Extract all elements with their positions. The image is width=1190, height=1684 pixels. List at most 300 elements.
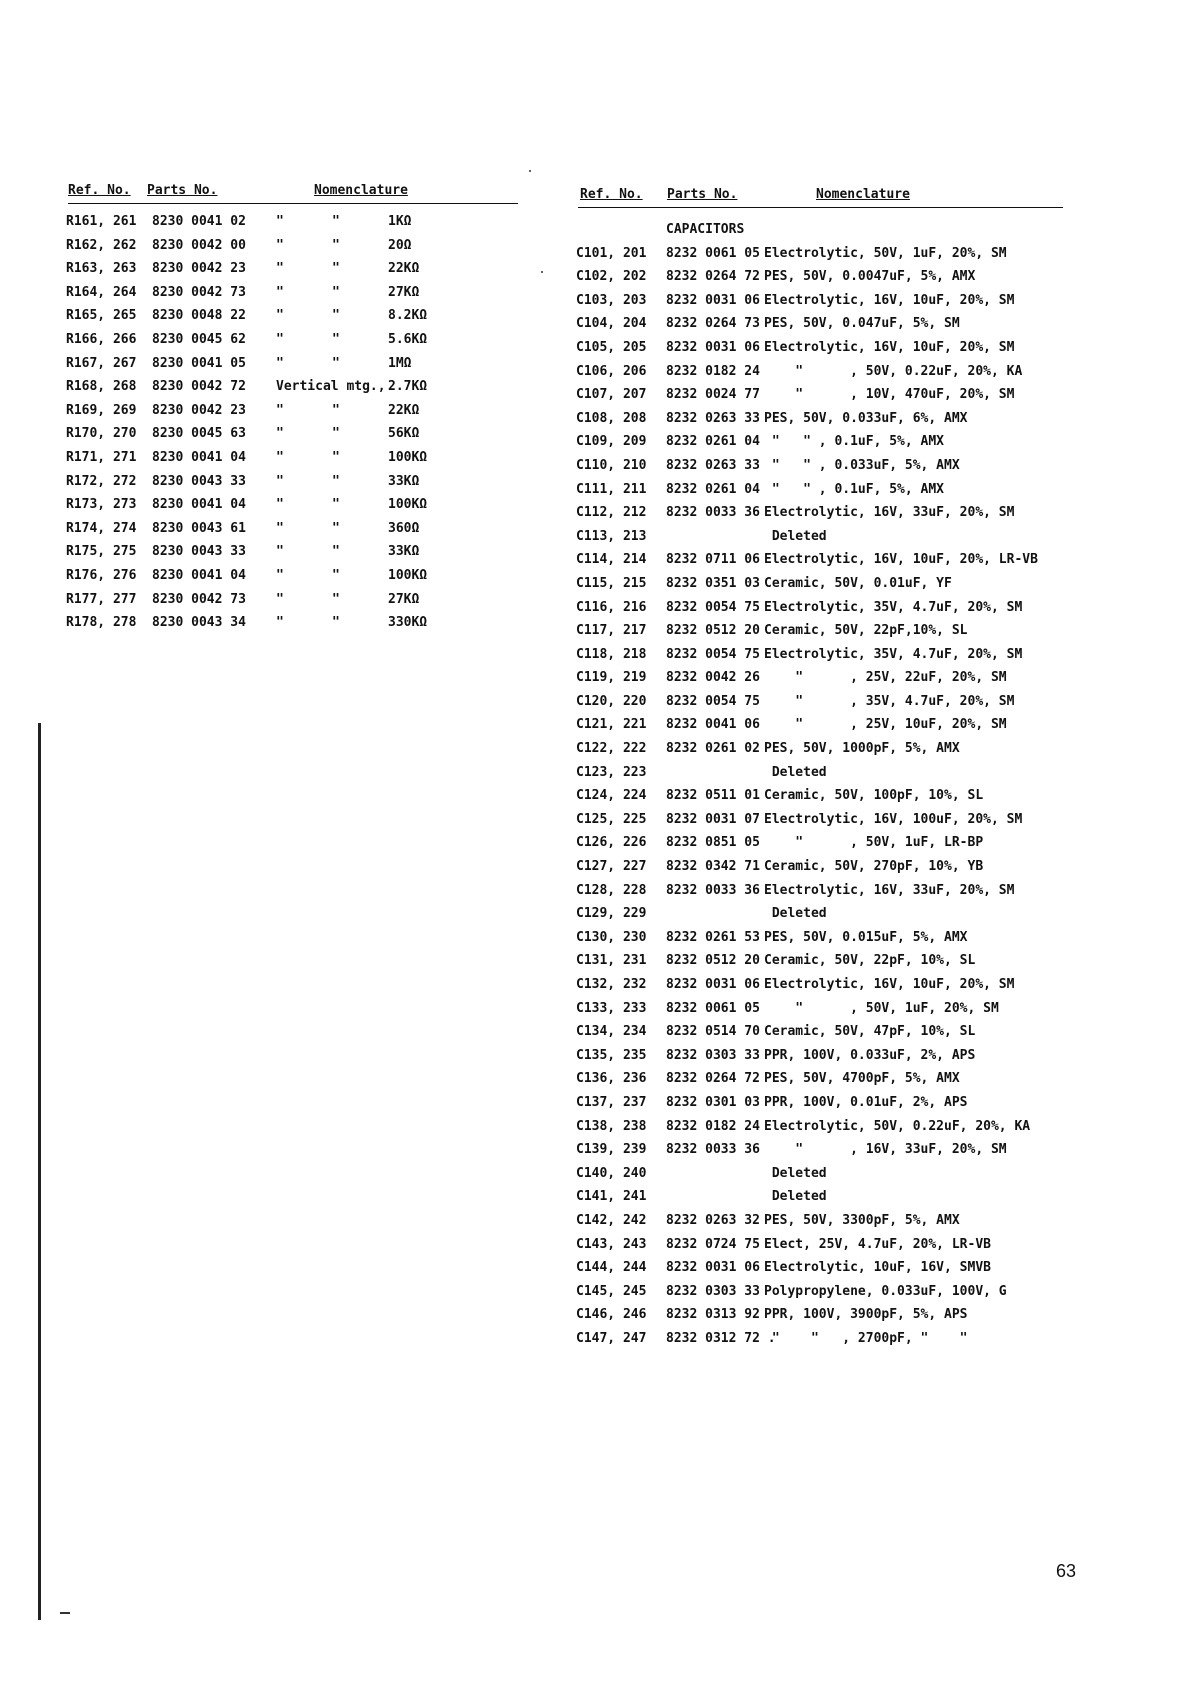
table-row [578,505,1063,529]
table-header [68,181,518,204]
ref-no-cell: C125, 225 [576,811,647,827]
nomenclature-cell: PES, 50V, 0.033uF, 6%, AMX [764,410,968,426]
table-row [578,482,1063,506]
parts-no-cell: 8232 0303 33 [666,1283,760,1299]
parts-no-cell: 8232 0024 77 [666,387,760,403]
ditto-mark-cell: " [276,497,284,513]
nomenclature-cell: " , 25V, 22uF, 20%, SM [764,670,1007,686]
ref-no-cell: C103, 203 [576,292,647,308]
table-row [68,568,518,592]
ref-no-cell: R172, 272 [66,473,137,489]
parts-no-cell: 8230 0041 04 [152,567,246,583]
parts-no-cell: 8230 0043 33 [152,544,246,560]
table-row [578,1119,1063,1143]
header-parts-no: Parts No. [147,183,218,198]
nomenclature-cell: Deleted [764,528,827,544]
section-title-row [578,222,1063,246]
table-row [578,1189,1063,1213]
ditto-mark-cell: " [276,355,284,371]
table-row [578,953,1063,977]
scan-mark [60,1612,70,1614]
nomenclature-cell: " , 35V, 4.7uF, 20%, SM [764,693,1015,709]
nomenclature-cell: PES, 50V, 4700pF, 5%, AMX [764,1071,960,1087]
parts-no-cell: 8232 0031 06 [666,1260,760,1276]
resistor-parts-table [68,181,518,639]
nomenclature-cell: " " , 0.033uF, 5%, AMX [764,457,960,473]
table-row [68,592,518,616]
nomenclature-cell: Elect, 25V, 4.7uF, 20%, LR-VB [764,1236,991,1252]
parts-no-cell: 8232 0054 75 [666,599,760,615]
table-row [68,356,518,380]
parts-no-cell: 8232 0054 75 [666,646,760,662]
resistance-value-cell: 5.6KΩ [388,331,428,347]
table-row [578,717,1063,741]
table-row [578,576,1063,600]
ref-no-cell: C113, 213 [576,528,647,544]
header-ref-no: Ref. No. [68,183,131,198]
resistance-value-cell: 100KΩ [388,497,428,513]
resistance-value-cell: 8.2KΩ [388,308,428,324]
nomenclature-cell: Deleted [764,1165,827,1181]
ditto-mark-cell: " [276,261,284,277]
nomenclature-cell: " " , 0.1uF, 5%, AMX [764,481,945,497]
nomenclature-cell: PES, 50V, 0.015uF, 5%, AMX [764,929,968,945]
resistance-value-cell: 100KΩ [388,567,428,583]
ref-no-cell: R178, 278 [66,615,137,631]
ref-no-cell: C109, 209 [576,434,647,450]
resistance-value-cell: 2.7KΩ [388,379,428,395]
ref-no-cell: R165, 265 [66,308,137,324]
table-row [578,1142,1063,1166]
ditto-mark-cell: " [332,473,340,489]
table-row [578,1001,1063,1025]
ref-no-cell: C137, 237 [576,1094,647,1110]
parts-no-cell: 8232 0351 03 [666,575,760,591]
ref-no-cell: C114, 214 [576,552,647,568]
nomenclature-cell: Electrolytic, 16V, 10uF, 20%, SM [764,292,1015,308]
scan-speck [529,170,531,172]
ref-no-cell: C117, 217 [576,623,647,639]
table-row [578,1024,1063,1048]
parts-no-cell: 8232 0182 24 [666,1118,760,1134]
ditto-mark-cell: " [276,308,284,324]
ref-no-cell: C127, 227 [576,859,647,875]
ref-no-cell: R171, 271 [66,449,137,465]
ditto-mark-cell: " [276,214,284,229]
table-row [68,426,518,450]
table-row [578,552,1063,576]
parts-no-cell: 8232 0263 33 [666,410,760,426]
ref-no-cell: C102, 202 [576,269,647,285]
table-row [578,1166,1063,1190]
table-row [578,694,1063,718]
nomenclature-cell: " , 16V, 33uF, 20%, SM [764,1142,1007,1158]
nomenclature-cell: Electrolytic, 35V, 4.7uF, 20%, SM [764,646,1023,662]
parts-no-cell: 8230 0043 34 [152,615,246,631]
parts-no-cell: 8232 0514 70 [666,1024,760,1040]
ref-no-cell: C136, 236 [576,1071,647,1087]
ref-no-cell: C108, 208 [576,410,647,426]
ref-no-cell: C135, 235 [576,1047,647,1063]
parts-no-cell: 8232 0303 33 [666,1047,760,1063]
table-row [68,214,518,238]
nomenclature-cell: PES, 50V, 0.047uF, 5%, SM [764,316,960,332]
table-row [578,269,1063,293]
resistance-value-cell: 22KΩ [388,402,420,418]
ditto-mark-cell: " [276,237,284,253]
parts-no-cell: 8232 0512 20 [666,953,760,969]
ref-no-cell: C110, 210 [576,457,647,473]
parts-no-cell: 8232 0031 06 [666,977,760,992]
ref-no-cell: C138, 238 [576,1118,647,1134]
header-parts-no: Parts No. [667,187,738,202]
ditto-mark-cell: " [332,261,340,277]
resistance-value-cell: 56KΩ [388,426,420,442]
parts-no-cell: 8232 0264 73 [666,316,760,332]
nomenclature-cell: " , 50V, 0.22uF, 20%, KA [764,363,1023,379]
scan-speck [541,271,543,273]
parts-no-cell: 8232 0031 07 [666,811,760,827]
ref-no-cell: R166, 266 [66,331,137,347]
table-row [578,1307,1063,1331]
nomenclature-cell: " " , 0.1uF, 5%, AMX [764,434,945,450]
ditto-mark-cell: " [332,567,340,583]
ditto-mark-cell: " [276,402,284,418]
ref-no-cell: R174, 274 [66,520,137,536]
ref-no-cell: C139, 239 [576,1142,647,1158]
ditto-mark-cell: " [332,402,340,418]
parts-no-cell: 8232 0061 05 [666,245,760,261]
nomenclature-cell: Ceramic, 50V, 22pF, 10%, SL [764,953,976,969]
ditto-mark-cell: " [332,331,340,347]
table-row [578,1237,1063,1261]
parts-no-cell: 8230 0042 73 [152,591,246,607]
parts-no-cell: 8230 0043 33 [152,473,246,489]
table-row [68,379,518,403]
ref-no-cell: C106, 206 [576,363,647,379]
table-row [68,497,518,521]
parts-no-cell: 8232 0851 05 [666,835,760,851]
ref-no-cell: C121, 221 [576,717,647,733]
ditto-mark-cell: " [332,355,340,371]
table-row [578,340,1063,364]
ref-no-cell: C119, 219 [576,670,647,686]
ditto-mark-cell: " [276,567,284,583]
parts-no-cell: 8232 0042 26 [666,670,760,686]
nomenclature-cell: " , 25V, 10uF, 20%, SM [764,717,1007,733]
table-row [578,293,1063,317]
table-row [578,1095,1063,1119]
table-row [578,1071,1063,1095]
table-row [68,615,518,639]
section-title: CAPACITORS [666,222,745,237]
ref-no-cell: C115, 215 [576,575,647,591]
nomenclature-cell: Electrolytic, 16V, 33uF, 20%, SM [764,505,1015,521]
ditto-mark-cell: " [332,284,340,300]
parts-no-cell: 8232 0711 06 [666,552,760,568]
table-row [68,521,518,545]
ditto-mark-cell: " [332,520,340,536]
parts-no-cell: 8232 0264 72 [666,1071,760,1087]
ditto-mark-cell: " [276,591,284,607]
nomenclature-cell: Ceramic, 50V, 0.01uF, YF [764,575,952,591]
nomenclature-cell: PPR, 100V, 3900pF, 5%, APS [764,1307,968,1323]
ref-no-cell: C126, 226 [576,835,647,851]
ref-no-cell: R167, 267 [66,355,137,371]
table-row [68,544,518,568]
table-row [578,1331,1063,1355]
parts-no-cell: 8232 0312 72 . [666,1330,776,1346]
parts-no-cell: 8230 0042 72 [152,379,246,395]
parts-no-cell: 8230 0048 22 [152,308,246,324]
parts-no-cell: 8232 0261 04 [666,434,760,450]
table-row [578,458,1063,482]
ditto-mark-cell: " [276,473,284,489]
ref-no-cell: C104, 204 [576,316,647,332]
table-row [578,434,1063,458]
nomenclature-cell: Ceramic, 50V, 270pF, 10%, YB [764,859,984,875]
table-row [578,670,1063,694]
nomenclature-cell: PES, 50V, 1000pF, 5%, AMX [764,741,960,757]
parts-no-cell: 8232 0261 04 [666,481,760,497]
nomenclature-cell: Polypropylene, 0.033uF, 100V, G [764,1283,1007,1299]
table-row [578,930,1063,954]
ref-no-cell: C112, 212 [576,505,647,521]
parts-no-cell: 8232 0264 72 [666,269,760,285]
nomenclature-cell: Ceramic, 50V, 100pF, 10%, SL [764,788,984,804]
parts-no-cell: 8232 0263 32 [666,1212,760,1228]
ref-no-cell: C143, 243 [576,1236,647,1252]
ref-no-cell: C120, 220 [576,693,647,709]
parts-no-cell: 8230 0042 00 [152,237,246,253]
ref-no-cell: R169, 269 [66,402,137,418]
parts-no-cell: 8230 0041 05 [152,355,246,371]
ref-no-cell: R163, 263 [66,261,137,277]
ditto-mark-cell: " [332,497,340,513]
nomenclature-cell: Electrolytic, 16V, 10uF, 20%, LR-VB [764,552,1038,568]
ref-no-cell: C128, 228 [576,882,647,898]
table-row [578,812,1063,836]
capacitor-parts-table [578,185,1063,1355]
table-row [578,1213,1063,1237]
parts-no-cell: 8232 0724 75 [666,1236,760,1252]
resistance-value-cell: 1KΩ [388,214,412,229]
ditto-mark-cell: " [276,331,284,347]
nomenclature-cell: Electrolytic, 50V, 1uF, 20%, SM [764,245,1007,261]
parts-no-cell: 8232 0054 75 [666,693,760,709]
nomenclature-cell: " " , 2700pF, " " [764,1330,968,1346]
table-row [578,741,1063,765]
header-nomenclature: Nomenclature [816,187,910,202]
table-row [578,411,1063,435]
table-row [578,246,1063,270]
ref-no-cell: C146, 246 [576,1307,647,1323]
table-row [578,1260,1063,1284]
parts-no-cell: 8232 0512 20 [666,623,760,639]
table-body [578,222,1063,1355]
ref-no-cell: R162, 262 [66,237,137,253]
parts-no-cell: 8232 0313 92 [666,1307,760,1323]
ref-no-cell: C145, 245 [576,1283,647,1299]
ref-no-cell: C132, 232 [576,977,647,992]
resistance-value-cell: 27KΩ [388,591,420,607]
ditto-mark-cell: " [276,615,284,631]
table-row [578,835,1063,859]
table-row [68,308,518,332]
parts-no-cell: 8232 0033 36 [666,1142,760,1158]
resistance-value-cell: 330KΩ [388,615,428,631]
parts-no-cell: 8232 0342 71 [666,859,760,875]
resistance-value-cell: 1MΩ [388,355,412,371]
ref-no-cell: C144, 244 [576,1260,647,1276]
ref-no-cell: C141, 241 [576,1189,647,1205]
nomenclature-cell: Electrolytic, 50V, 0.22uF, 20%, KA [764,1118,1031,1134]
scan-edge-line [38,723,41,1620]
ditto-mark-cell: " [332,591,340,607]
ref-no-cell: C122, 222 [576,741,647,757]
table-row [578,788,1063,812]
ditto-mark-cell: " [332,615,340,631]
ref-no-cell: C124, 224 [576,788,647,804]
ref-no-cell: C134, 234 [576,1024,647,1040]
table-row [578,623,1063,647]
ref-no-cell: C131, 231 [576,953,647,969]
parts-no-cell: 8230 0045 63 [152,426,246,442]
nomenclature-cell: Electrolytic, 35V, 4.7uF, 20%, SM [764,599,1023,615]
resistance-value-cell: 33KΩ [388,544,420,560]
ref-no-cell: C111, 211 [576,481,647,497]
ref-no-cell: C142, 242 [576,1212,647,1228]
ref-no-cell: R164, 264 [66,284,137,300]
parts-no-cell: 8230 0041 04 [152,497,246,513]
nomenclature-cell: PES, 50V, 0.0047uF, 5%, AMX [764,269,976,285]
parts-no-cell: 8232 0061 05 [666,1000,760,1016]
nomenclature-cell: Deleted [764,906,827,922]
ref-no-cell: R177, 277 [66,591,137,607]
ditto-mark-cell: " [276,449,284,465]
ditto-mark-cell: " [276,284,284,300]
resistance-value-cell: 33KΩ [388,473,420,489]
parts-no-cell: 8232 0031 06 [666,339,760,355]
ditto-mark-cell: " [332,237,340,253]
ref-no-cell: C123, 223 [576,764,647,780]
ref-no-cell: R168, 268 [66,379,137,395]
ref-no-cell: C116, 216 [576,599,647,615]
ref-no-cell: C129, 229 [576,906,647,922]
nomenclature-cell: Ceramic, 50V, 47pF, 10%, SL [764,1024,976,1040]
table-row [578,883,1063,907]
ditto-mark-cell: " [276,544,284,560]
table-row [578,647,1063,671]
parts-no-cell: 8232 0263 33 [666,457,760,473]
ditto-mark-cell: " [332,426,340,442]
ref-no-cell: R175, 275 [66,544,137,560]
table-body [68,214,518,639]
ref-no-cell: C118, 218 [576,646,647,662]
nomenclature-cell: " , 50V, 1uF, 20%, SM [764,1000,999,1016]
parts-no-cell: 8232 0301 03 [666,1094,760,1110]
table-row [578,1284,1063,1308]
parts-no-cell: 8230 0042 73 [152,284,246,300]
nomenclature-cell: Electrolytic, 16V, 33uF, 20%, SM [764,882,1015,898]
parts-no-cell: 8232 0033 36 [666,505,760,521]
table-row [68,332,518,356]
table-row [578,977,1063,1001]
parts-no-cell: 8232 0261 02 [666,741,760,757]
table-row [578,387,1063,411]
nomenclature-cell: PPR, 100V, 0.01uF, 2%, APS [764,1094,968,1110]
resistance-value-cell: 20Ω [388,237,412,253]
nomenclature-cell: " , 50V, 1uF, LR-BP [764,835,984,851]
nomenclature-cell: Ceramic, 50V, 22pF,10%, SL [764,623,968,639]
parts-no-cell: 8232 0033 36 [666,882,760,898]
ref-no-cell: R173, 273 [66,497,137,513]
nomenclature-cell: Electrolytic, 16V, 10uF, 20%, SM [764,339,1015,355]
table-row [578,859,1063,883]
table-row [68,474,518,498]
resistance-value-cell: 27KΩ [388,284,420,300]
nomenclature-cell: Deleted [764,1189,827,1205]
parts-no-cell: 8230 0041 02 [152,214,246,229]
ref-no-cell: R161, 261 [66,214,137,229]
table-row [578,316,1063,340]
header-nomenclature: Nomenclature [314,183,408,198]
table-row [578,1048,1063,1072]
ditto-mark-cell: " [332,449,340,465]
ditto-mark-cell: " [332,544,340,560]
ref-no-cell: C107, 207 [576,387,647,403]
ref-no-cell: C147, 247 [576,1330,647,1346]
nomenclature-cell: Electrolytic, 16V, 100uF, 20%, SM [764,811,1023,827]
header-ref-no: Ref. No. [580,187,643,202]
ref-no-cell: C133, 233 [576,1000,647,1016]
table-row [68,238,518,262]
ref-no-cell: C130, 230 [576,929,647,945]
parts-no-cell: 8230 0045 62 [152,331,246,347]
nomenclature-cell: PPR, 100V, 0.033uF, 2%, APS [764,1047,976,1063]
table-header [578,185,1063,208]
nomenclature-cell: Electrolytic, 16V, 10uF, 20%, SM [764,977,1015,992]
parts-no-cell: 8230 0043 61 [152,520,246,536]
ditto-mark-cell: Vertical mtg., [276,379,386,395]
table-row [68,450,518,474]
ref-no-cell: R170, 270 [66,426,137,442]
nomenclature-cell: Deleted [764,764,827,780]
page-number: 63 [1056,1561,1077,1581]
resistance-value-cell: 22KΩ [388,261,420,277]
ditto-mark-cell: " [276,520,284,536]
ref-no-cell: C105, 205 [576,339,647,355]
ref-no-cell: R176, 276 [66,567,137,583]
nomenclature-cell: PES, 50V, 3300pF, 5%, AMX [764,1212,960,1228]
ref-no-cell: C101, 201 [576,245,647,261]
table-row [578,600,1063,624]
table-row [68,261,518,285]
nomenclature-cell: " , 10V, 470uF, 20%, SM [764,387,1015,403]
parts-no-cell: 8232 0182 24 [666,363,760,379]
table-row [578,364,1063,388]
ditto-mark-cell: " [276,426,284,442]
parts-no-cell: 8230 0042 23 [152,402,246,418]
parts-no-cell: 8232 0031 06 [666,292,760,308]
resistance-value-cell: 360Ω [388,520,420,536]
ditto-mark-cell: " [332,308,340,324]
table-row [578,529,1063,553]
resistance-value-cell: 100KΩ [388,449,428,465]
parts-no-cell: 8232 0261 53 [666,929,760,945]
parts-no-cell: 8232 0511 01 [666,788,760,804]
table-row [68,403,518,427]
